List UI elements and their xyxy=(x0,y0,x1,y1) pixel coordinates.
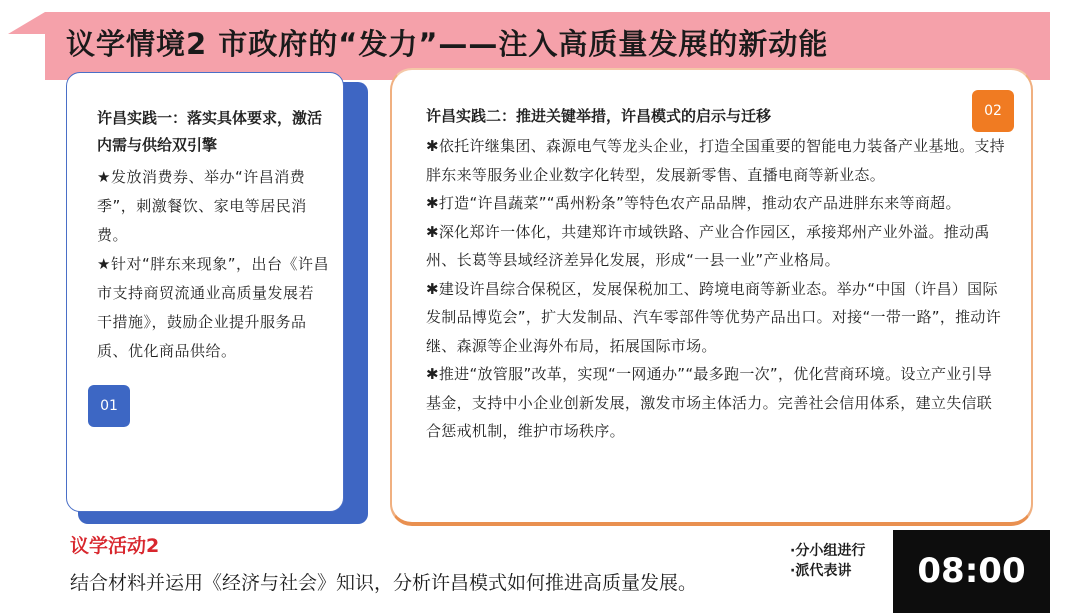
badge-01: 01 xyxy=(88,385,130,427)
practice-2-item: ✱打造“许昌蔬菜”“禹州粉条”等特色农产品品牌，推动农产品进胖东来等商超。 xyxy=(426,194,961,212)
practice-1-body xyxy=(67,73,343,391)
practice-1-item: ★发放消费券、举办“许昌消费季”，刺激餐饮、家电等居民消费。 xyxy=(97,168,307,244)
practice-card-1 xyxy=(66,72,344,512)
page-title: 议学情境2 市政府的“发力”——注入高质量发展的新动能 xyxy=(66,27,829,61)
badge-02: 02 xyxy=(972,90,1014,132)
practice-card-2 xyxy=(390,68,1033,526)
activity-notes xyxy=(790,541,882,581)
practice-2-heading: 许昌实践二：推进关键举措，许昌模式的启示与迁移 xyxy=(426,107,772,125)
practice-2-item: ✱建设许昌综合保税区，发展保税加工、跨境电商等新业态。举办“中国（许昌）国际发制品博览会”，扩大发制品、汽车零部件等优势产品出口。对接“一带一路”，推动许继、森源等企业海外布局，拓展国际市场。 xyxy=(426,279,1002,355)
note-item: ·派代表讲 xyxy=(790,563,852,579)
activity-label: 议学活动2 xyxy=(70,535,160,557)
practice-2-body xyxy=(426,132,1006,446)
practice-1-heading: 许昌实践一：落实具体要求，激活内需与供给双引擎 xyxy=(97,109,323,154)
practice-2-item: ✱依托许继集团、森源电气等龙头企业，打造全国重要的智能电力装备产业基地。支持胖东来等服务业企业数字化转型，发展新零售、直播电商等新业态。 xyxy=(426,137,1005,184)
practice-2-item: ✱推进“放管服”改革，实现“一网通办”“最多跑一次”，优化营商环境。设立产业引导基金，支持中小企业创新发展，激发市场主体活力。完善社会信用体系，建立失信联合惩戒机制，维护市场秩序。 xyxy=(426,365,993,440)
note-item: ·分小组进行 xyxy=(790,543,866,559)
banner-notch xyxy=(8,12,45,34)
countdown-timer: 08:00 xyxy=(893,530,1050,613)
activity-task: 结合材料并运用《经济与社会》知识，分析许昌模式如何推进高质量发展。 xyxy=(70,572,698,594)
practice-1-item: ★针对“胖东来现象”，出台《许昌市支持商贸流通业高质量发展若干措施》，鼓励企业提升服务品质、优化商品供给。 xyxy=(97,255,329,360)
practice-2-item: ✱深化郑许一体化，共建郑许市域铁路、产业合作园区，承接郑州产业外溢。推动禹州、长葛等县域经济差异化发展，形成“一县一业”产业格局。 xyxy=(426,222,990,269)
